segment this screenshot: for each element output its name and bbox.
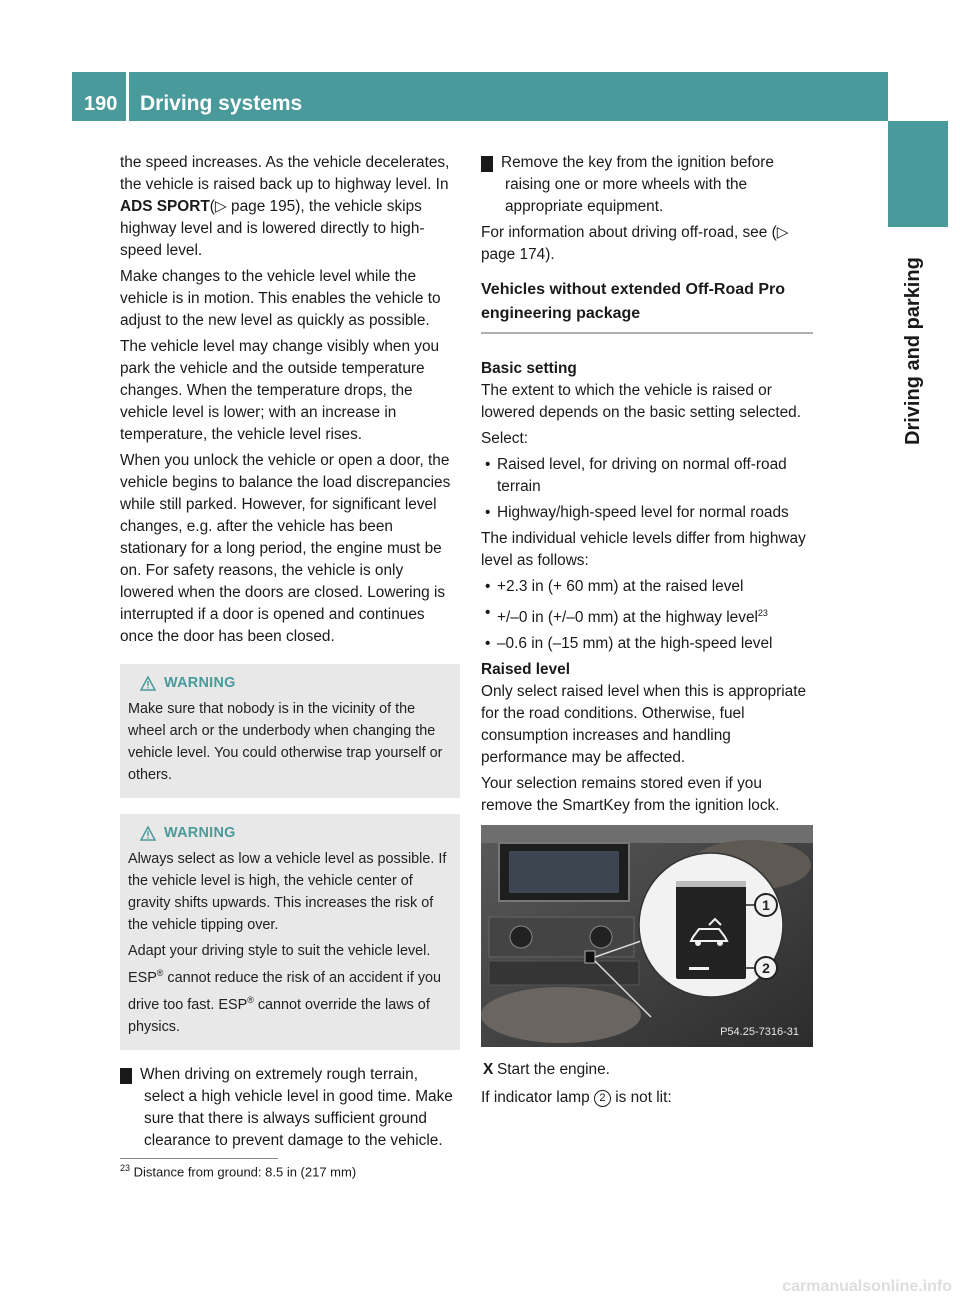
paragraph: The vehicle level may change visibly when you park the vehicle and the outside temperature changes. When the temperature drops, the vehicle level is lower; with an increase in temperature, the vehicle level rises.	[120, 338, 440, 443]
text: cannot reduce the risk of an accident if you drive too fast. ESP	[128, 969, 442, 1013]
warning-text: Make sure that nobody is in the vicinity of the wheel arch or the underbody when changing the vehicle level. You could otherwise trap yourself or others.	[128, 701, 443, 783]
warning-icon	[140, 676, 156, 691]
right-column	[472, 152, 813, 1113]
page-title: Driving systems	[140, 92, 303, 115]
paragraph	[120, 152, 460, 262]
list-item: • Raised level, for driving on normal off-road terrain	[481, 454, 813, 498]
select-label: Select:	[481, 430, 529, 447]
registered-mark: ®	[156, 968, 164, 978]
side-section-title	[888, 250, 948, 445]
notice-icon: !	[120, 1068, 132, 1084]
figure-code: P54.25-7316-31	[720, 1026, 799, 1039]
step-text: Start the engine.	[497, 1061, 610, 1079]
paragraph	[481, 1087, 813, 1109]
subheading: Raised level	[481, 661, 570, 679]
list-item	[481, 602, 813, 629]
paragraph: Your selection remains stored even if you remove the SmartKey from the ignition lock.	[481, 775, 780, 815]
warning-box	[120, 664, 460, 798]
callout-ref: 2	[594, 1090, 611, 1107]
note	[472, 152, 813, 218]
note-text: When driving on extremely rough terrain, select a high vehicle level in good time. Make sure that there is always sufficient ground clearance to prevent damage to the vehicle.	[140, 1065, 453, 1149]
paragraph: When you unlock the vehicle or open a door, the vehicle begins to balance the load discrepancies while still parked. However, for significant level changes, e.g. after the vehicle has been stationary for a long period, the engine must be on. For safety reasons, the vehicle is only lowered when the doors are closed. Lowering is interrupted if a door is opened and continues once the door has been closed.	[120, 452, 451, 645]
note	[111, 1064, 460, 1152]
page-reference[interactable]: (▷ page 195),	[209, 198, 305, 215]
header-divider	[126, 72, 129, 121]
footnote	[120, 1163, 356, 1179]
footnote-text: Distance from ground: 8.5 in (217 mm)	[130, 1164, 357, 1180]
subheading: Basic setting	[481, 360, 577, 377]
offroad-reference[interactable]: For information about driving off-road, see (▷ page 174).	[481, 224, 789, 263]
warning-box	[120, 814, 460, 1050]
dashboard-figure	[481, 825, 813, 1047]
warning-text	[128, 940, 452, 1038]
side-tab	[888, 121, 948, 227]
footnote-divider	[120, 1158, 278, 1159]
list-item: • Highway/high-speed level for normal roads	[481, 502, 813, 524]
warning-header	[140, 672, 452, 694]
footnote-number: 23	[120, 1163, 131, 1173]
warning-label: WARNING	[164, 675, 236, 691]
text: the speed increases. As the vehicle decelerates, the vehicle is raised back up to highway level. In	[120, 154, 450, 193]
footnote-ref: 23	[757, 608, 768, 618]
text: +/–0 in (+/–0 mm) at the highway level	[497, 609, 758, 627]
list-item: • +2.3 in (+ 60 mm) at the raised level	[481, 576, 813, 598]
step-marker: X	[483, 1061, 494, 1079]
text: the vehicle skips highway level and is lowered directly to high-speed level.	[120, 198, 425, 259]
text: cannot override the laws of physics.	[128, 996, 430, 1035]
warning-text: Always select as low a vehicle level as possible. If the vehicle level is high, the vehicle center of gravity shifts upwards. This increases the risk of the vehicle tipping over.	[128, 851, 447, 933]
watermark: carmanualsonline.info	[782, 1278, 952, 1295]
callout-1: 1	[762, 897, 770, 914]
paragraph: Make changes to the vehicle level while the vehicle is in motion. This enables the vehicle to adjust to the new level as quickly as possible.	[120, 268, 441, 329]
paragraph: Only select raised level when this is appropriate for the road conditions. Otherwise, fuel consumption increases and handling performance may be affected.	[481, 683, 807, 767]
paragraph: The extent to which the vehicle is raised or lowered depends on the basic setting selected.	[481, 382, 801, 421]
bold-term: ADS SPORT	[120, 198, 210, 215]
dashboard-illustration	[481, 825, 813, 1047]
callout-2: 2	[762, 960, 770, 977]
list-item: • –0.6 in (–15 mm) at the high-speed level	[481, 633, 813, 655]
side-section-label: Driving and parking	[902, 257, 924, 445]
page-number: 190	[84, 93, 118, 115]
paragraph: The individual vehicle levels differ from highway level as follows:	[481, 530, 806, 569]
text: If indicator lamp	[481, 1089, 594, 1107]
left-column	[111, 152, 460, 1156]
notice-icon: !	[481, 156, 493, 172]
instruction-step	[481, 1059, 813, 1081]
text: Adapt your driving style to suit the vehicle level. ESP	[128, 943, 431, 986]
warning-header	[140, 822, 452, 844]
note-text: Remove the key from the ignition before raising one or more wheels with the appropriate equipment.	[501, 154, 774, 215]
section-heading: Vehicles without extended Off-Road Pro engineering package	[481, 278, 813, 334]
warning-icon	[140, 826, 156, 841]
text: is not lit:	[610, 1089, 672, 1107]
warning-label: WARNING	[164, 825, 236, 841]
registered-mark: ®	[247, 994, 254, 1005]
